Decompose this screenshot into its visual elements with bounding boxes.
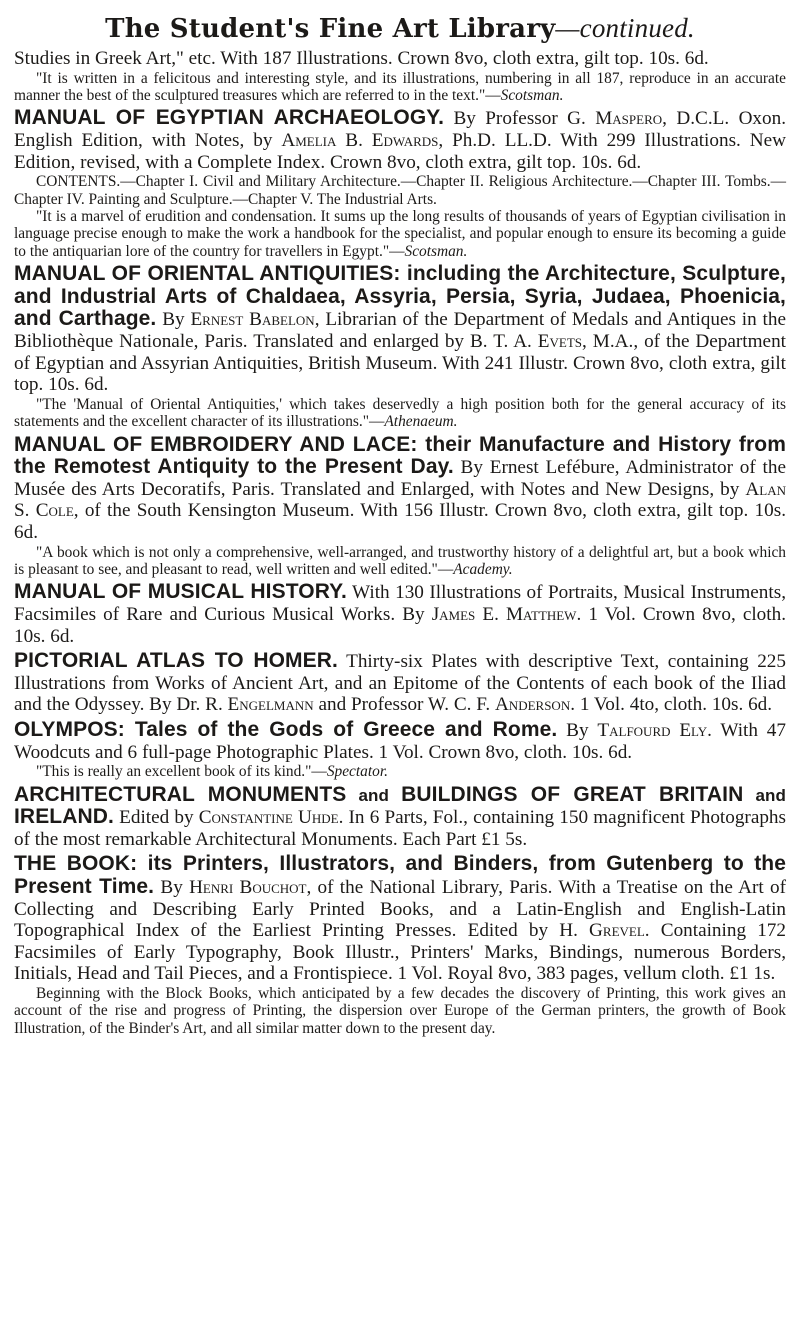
entry-author: Constantine Uhde bbox=[198, 807, 339, 829]
entry-description bbox=[14, 650, 786, 716]
review-source: Scotsman. bbox=[500, 87, 564, 104]
entry-body: By bbox=[154, 876, 190, 898]
review-text: "The 'Manual of Oriental Antiquities,' which takes deservedly a high position both for the general accuracy of its statements and the excellent character of its illustrations."— bbox=[14, 395, 786, 431]
catalogue-entry bbox=[14, 48, 786, 104]
entry-body: By bbox=[557, 719, 598, 741]
entry-author: Maspero bbox=[595, 108, 663, 130]
catalogue-entry bbox=[14, 650, 786, 716]
entry-review bbox=[14, 544, 786, 579]
entry-body: , of the South Kensington Museum. With 156 Illustr. Crown 8vo, cloth extra, gilt top. 10s. 6d. bbox=[14, 500, 786, 543]
entry-author: Engelmann bbox=[227, 694, 314, 716]
entry-review bbox=[14, 208, 786, 260]
entry-body: By Ernest Lefébure, Administrator of the Musée des Arts Decoratifs, Paris. Translated and Enlarged, with Notes and New Designs, by bbox=[14, 457, 786, 500]
review-source: Scotsman. bbox=[404, 242, 468, 260]
catalogue-entry bbox=[14, 719, 786, 781]
entry-review bbox=[14, 985, 786, 1037]
entry-heading: MANUAL OF EMBROIDERY AND LACE: bbox=[14, 432, 418, 456]
entry-body: By bbox=[156, 309, 191, 331]
entry-heading: MANUAL OF ORIENTAL ANTIQUITIES: bbox=[14, 262, 401, 286]
entry-body: Edited by bbox=[113, 807, 199, 829]
entry-body: With 130 Illustrations of Portraits, Musical Instruments, Facsimiles of Rare and Curious Musical Works. By bbox=[14, 582, 786, 625]
entry-heading-and: and bbox=[743, 785, 787, 805]
entry-body: By Professor G. bbox=[453, 108, 596, 130]
running-title bbox=[14, 10, 786, 46]
entry-editor: Anderson bbox=[494, 694, 571, 716]
review-text: "This is really an excellent book of its kind."— bbox=[36, 763, 327, 781]
entry-heading-and: and bbox=[346, 785, 402, 805]
catalogue-entry bbox=[14, 434, 786, 579]
running-title-continued: —continued. bbox=[555, 13, 695, 43]
catalogue-entry bbox=[14, 784, 786, 851]
entry-description bbox=[14, 263, 786, 396]
entry-author: Ernest Babelon bbox=[190, 309, 315, 331]
entry-editor: B. T. A. Evets bbox=[469, 331, 583, 352]
entry-heading: MANUAL OF MUSICAL HISTORY. bbox=[14, 580, 347, 604]
entry-heading: IRELAND. bbox=[14, 805, 114, 829]
review-source: Academy. bbox=[453, 560, 513, 578]
entry-body: , of the National Library, Paris. With a Treatise on the Art of Collecting and Describing Early Printed Books, and a Latin-English and English-Latin Topographical Index of the Earliest Printing Presses. Edited by H. bbox=[14, 876, 786, 942]
entry-subheading: including the Architecture, Sculpture, and Industrial Arts of Chaldaea, Assyria, Persia, Syria, Judaea, Phoenicia, and Carthage. bbox=[14, 262, 786, 331]
entry-body: , Librarian of the Department of Medals and Antiques in the Bibliothèque Nationale, Paris. Translated and enlarged by bbox=[14, 309, 786, 352]
entry-review bbox=[14, 70, 786, 105]
entry-body: , Ph.D. LL.D. With 299 Illustrations. New Edition, revised, with a Complete Index. Crown 8vo, cloth extra, gilt top. 10s. 6d. bbox=[14, 130, 786, 173]
review-source: Spectator. bbox=[326, 763, 388, 781]
entry-body: , M.A., of the Department of Egyptian and Assyrian Antiquities, British Museum. With 241 Illustr. Crown 8vo, cloth extra, gilt top. 10s. 6d. bbox=[14, 331, 787, 396]
entry-review bbox=[14, 763, 786, 780]
entry-heading: PICTORIAL ATLAS TO HOMER. bbox=[14, 649, 338, 673]
entry-description bbox=[14, 719, 786, 763]
entry-editor: Amelia B. Edwards bbox=[281, 130, 439, 151]
entry-body: . 1 Vol. 4to, cloth. 10s. 6d. bbox=[570, 694, 773, 716]
review-text: "It is a marvel of erudition and condensation. It sums up the long results of thousands of years of Egyptian civilisation in language precise enough to make the work a handbook for the specialist, and popular enough to ensure its becoming a guide to the antiquarian lore of the country for travellers in Egypt."— bbox=[14, 208, 786, 260]
entry-subheading: their Manufacture and History from the Remotest Antiquity to the Present Day. bbox=[14, 432, 786, 479]
review-text: "It is written in a felicitous and interesting style, and its illustrations, numbering in all 187, reproduce in an accurate manner the best of the sculptured treasures which are referred to in the text."— bbox=[14, 69, 786, 104]
entry-body: Studies in Greek Art," etc. With 187 Illustrations. Crown 8vo, cloth extra, gilt top. 10s. 6d. bbox=[14, 48, 709, 69]
entry-editor: Grevel bbox=[589, 920, 645, 942]
entry-author: Alan S. Cole bbox=[14, 478, 786, 522]
review-source: Athenaeum. bbox=[384, 413, 458, 431]
entry-review bbox=[14, 396, 786, 431]
entry-subheading: its Printers, Illustrators, and Binders, from Gutenberg to the Present Time. bbox=[14, 852, 786, 898]
entry-description bbox=[14, 434, 786, 544]
entry-body: Thirty-six Plates with descriptive Text, containing 225 Illustrations from Works of Ancient Art, and an Epitome of the Contents of each book of the Iliad and the Odyssey. By Dr. R. bbox=[14, 651, 786, 716]
entry-contents: CONTENTS.—Chapter I. Civil and Military Architecture.—Chapter II. Religious Architecture.—Chapter III. Tombs.—Chapter IV. Painting and Sculpture.—Chapter V. The Industrial Arts. bbox=[14, 173, 786, 208]
entry-body: . Containing 172 Facsimiles of Early Typography, Book Illustr., Printers' Marks, Bindings, numerous Borders, Initials, Head and Tail Pieces, and a Frontispiece. 1 Vol. Royal 8vo, 383 pages, vellum cloth. £1 1s. bbox=[14, 920, 786, 985]
entry-heading: THE BOOK: bbox=[14, 852, 138, 876]
entry-body: , D.C.L. Oxon. English Edition, with Notes, by bbox=[14, 108, 787, 151]
catalogue-entry bbox=[14, 263, 786, 430]
entry-author: James E. Matthew bbox=[431, 603, 577, 625]
entry-description bbox=[14, 853, 786, 985]
review-text: "A book which is not only a comprehensive, well-arranged, and trustworthy history of a delightful art, but a book which is pleasant to see, and pleasant to read, well written and well edited."— bbox=[14, 543, 786, 578]
entry-heading: BUILDINGS OF GREAT BRITAIN bbox=[401, 782, 744, 806]
entry-description bbox=[14, 581, 786, 647]
entry-description bbox=[14, 784, 786, 851]
entry-description bbox=[14, 48, 786, 70]
entry-heading: MANUAL OF EGYPTIAN ARCHAEOLOGY. bbox=[14, 106, 444, 130]
entry-subheading: Tales of the Gods of Greece and Rome. bbox=[124, 717, 558, 741]
entry-heading: ARCHITECTURAL MONUMENTS bbox=[14, 782, 347, 806]
entry-body: and Professor W. C. F. bbox=[313, 694, 495, 716]
entry-author: Talfourd Ely bbox=[597, 719, 708, 741]
entry-body: . In 6 Parts, Fol., containing 150 magnificent Photographs of the most remarkable Architectural Monuments. Each Part £1 5s. bbox=[14, 807, 786, 850]
review-text: Beginning with the Block Books, which anticipated by a few decades the discovery of Printing, this work gives an account of the rise and progress of Printing, the dispersion over Europe of the German printers, the growth of Book Illustration, of the Binder's Art, and all similar matter down to the present day. bbox=[14, 984, 786, 1037]
entry-body: . With 47 Woodcuts and 6 full-page Photographic Plates. 1 Vol. Crown 8vo, cloth. 10s. 6d. bbox=[14, 719, 786, 763]
entry-heading: OLYMPOS: bbox=[14, 717, 125, 741]
entry-author: Henri Bouchot bbox=[189, 876, 307, 898]
catalogue-entry bbox=[14, 581, 786, 647]
entry-description bbox=[14, 107, 786, 173]
running-title-main: The Student's Fine Art Library bbox=[105, 14, 556, 44]
entry-body: . 1 Vol. Crown 8vo, cloth. 10s. 6d. bbox=[14, 603, 786, 647]
catalogue-entry bbox=[14, 853, 786, 1037]
catalogue-entry bbox=[14, 107, 786, 260]
